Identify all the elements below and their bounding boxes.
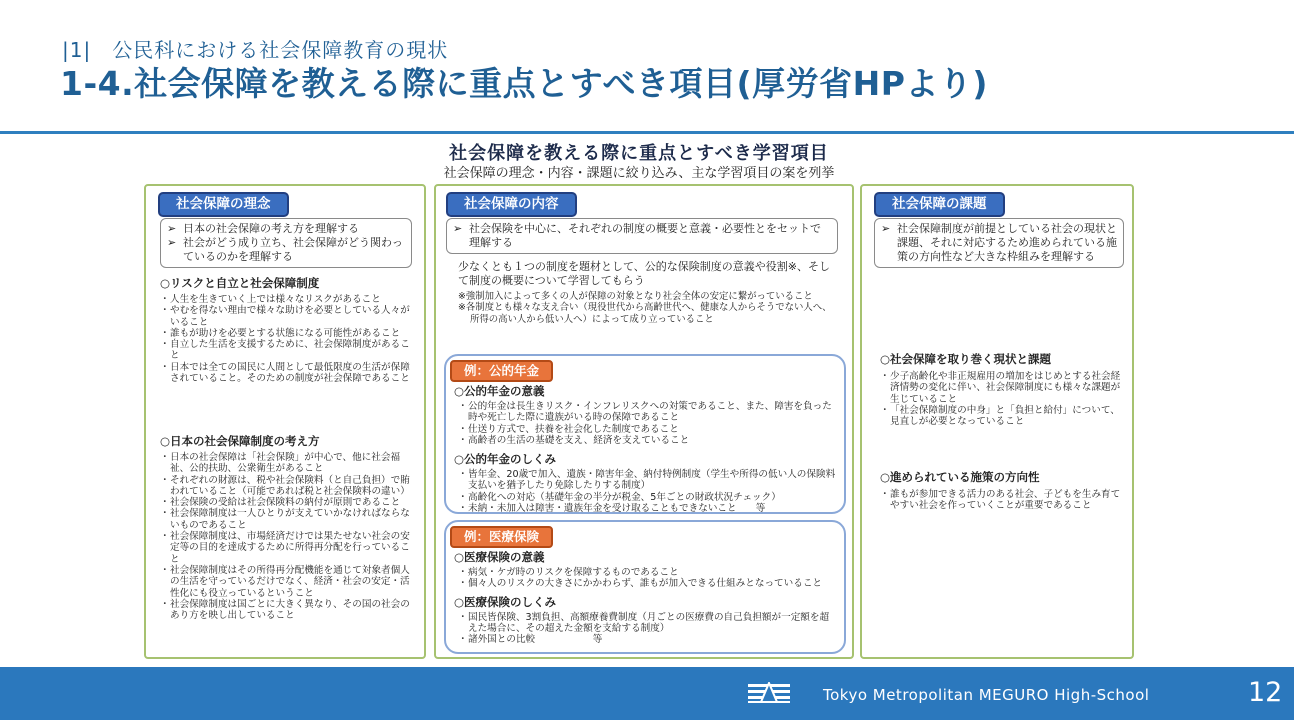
medical-heading-2: ○医療保険のしくみ bbox=[454, 594, 557, 609]
list-item: ➢ 社会保険を中心に、それぞれの制度の概要と意義・必要性とをセットで理解する bbox=[453, 222, 831, 250]
list-item: ・ 未納・未加入は障害・遺族年金を受け取ることもできないこと 等 bbox=[458, 503, 838, 514]
school-name: Tokyo Metropolitan MEGURO High-School bbox=[823, 686, 1150, 704]
list-item: ・ 誰もが助けを必要とする状態になる可能性があること bbox=[160, 328, 414, 339]
pension-example-box bbox=[444, 354, 846, 514]
pension-heading-1: ○公的年金の意義 bbox=[454, 384, 545, 398]
list-item: ➢ 社会がどう成り立ち、社会保障がどう関わっているのかを理解する bbox=[167, 236, 405, 264]
column-philosophy bbox=[144, 184, 426, 659]
list-item: ・ それぞれの財源は、税や社会保険料（と自己負担）で賄われていること（可能であれば税と社会保険料の違い） bbox=[160, 475, 414, 498]
list-item: ・ 社会保障制度は国ごとに大きく異なり、その国の社会のあり方を映し出していること bbox=[160, 599, 414, 622]
medical-heading-1: ○医療保険の意義 bbox=[454, 550, 545, 564]
title-divider bbox=[0, 131, 1294, 134]
tag-issues: 社会保障の課題 bbox=[874, 192, 1005, 217]
philosophy-summary-list bbox=[167, 222, 405, 264]
tag-medical: 例：医療保険 bbox=[450, 526, 553, 548]
list-item: ・ 社会保険の受給は社会保険料の納付が原則であること bbox=[160, 497, 414, 508]
list-item: ・ 社会保障制度はその所得再分配機能を通じて対象者個人の生活を守っているだけでなく、経済・社会の安定・活性化にも役立っているということ bbox=[160, 565, 414, 599]
list-item: ・ 皆年金、20歳で加入、遺族・障害年金、納付特例制度（学生や所得の低い人の保険料支払いを猶予したり免除したりする制度） bbox=[458, 469, 838, 492]
list-item: ・ 高齢者の生活の基礎を支え、経済を支えていること bbox=[458, 435, 838, 446]
content-paragraph: 少なくとも１つの制度を題材として、公的な保険制度の意義や役割※、そして制度の概要について学習してもらう bbox=[458, 260, 830, 287]
issues-items-1 bbox=[880, 371, 1126, 427]
list-item: ・ 日本では全ての国民に人間として最低限度の生活が保障されていること。そのための制度が社会保障であること bbox=[160, 362, 414, 385]
issues-items-2 bbox=[880, 489, 1126, 512]
list-item: ・ 社会保障制度は、市場経済だけでは果たせない社会の安定等の目的を達成するために所得再分配を行っていること bbox=[160, 531, 414, 565]
list-item: ・ 人生を生きていく上では様々なリスクがあること bbox=[160, 294, 414, 305]
list-item: ・ 自立した生活を支援するために、社会保障制度があること bbox=[160, 339, 414, 362]
medical-items-1 bbox=[458, 567, 838, 590]
list-item: ・ 公的年金は長生きリスク・インフレリスクへの対策であること、また、障害を負った時や死亡した際に遺族がいる時の保障であること bbox=[458, 401, 838, 424]
list-item: ・ 日本の社会保障は「社会保険」が中心で、他に社会福祉、公的扶助、公衆衛生があること bbox=[160, 452, 414, 475]
issues-heading-1: ○社会保障を取り巻く現状と課題 bbox=[880, 352, 1052, 366]
issues-summary-list bbox=[881, 222, 1117, 264]
pension-items-1 bbox=[458, 401, 838, 446]
column-issues bbox=[860, 184, 1134, 659]
footer-bar bbox=[0, 667, 1294, 720]
tag-philosophy: 社会保障の理念 bbox=[158, 192, 289, 217]
content-summary bbox=[446, 218, 838, 254]
pension-content bbox=[454, 384, 838, 514]
philosophy-heading-2: ○日本の社会保障制度の考え方 bbox=[160, 434, 320, 448]
list-item: ➢ 社会保障制度が前提としている社会の現状と課題、それに対応するため進められている施策の方向性など大きな枠組みを理解する bbox=[881, 222, 1117, 264]
issues-heading-2: ○進められている施策の方向性 bbox=[880, 470, 1040, 484]
issues-summary bbox=[874, 218, 1124, 268]
philosophy-items-2 bbox=[160, 452, 414, 621]
note-item: ※各制度とも様々な支え合い（現役世代から高齢世代へ、健康な人からそうでない人へ、所得の高い人から低い人へ）によって成り立っていること bbox=[458, 302, 832, 325]
philosophy-heading-1: ○リスクと自立と社会保障制度 bbox=[160, 276, 320, 290]
medical-example-box bbox=[444, 520, 846, 654]
slide-title: 社会保障を教える際に重点とすべき学習項目 bbox=[449, 143, 829, 164]
list-item: ・ 少子高齢化や非正規雇用の増加をはじめとする社会経済情勢の変化に伴い、社会保障制度にも様々な課題が生じていること bbox=[880, 371, 1126, 405]
list-item: ・ 仕送り方式で、扶養を社会化した制度であること bbox=[458, 424, 838, 435]
list-item: ・ 諸外国との比較 等 bbox=[458, 634, 838, 645]
slide-subtitle: 社会保障の理念・内容・課題に絞り込み、主な学習項目の案を列挙 bbox=[443, 166, 835, 181]
issues-section-1 bbox=[880, 352, 1126, 427]
tag-content: 社会保障の内容 bbox=[446, 192, 577, 217]
tag-pension: 例：公的年金 bbox=[450, 360, 553, 382]
list-item: ・ 社会保障制度は一人ひとりが支えていかなければならないものであること bbox=[160, 508, 414, 531]
medical-content bbox=[454, 550, 838, 645]
list-item: ・ 個々人のリスクの大きさにかかわらず、誰もが加入できる仕組みとなっていること bbox=[458, 578, 838, 589]
issues-section-2 bbox=[880, 470, 1126, 512]
list-item: ・ 「社会保障制度の中身」と「負担と給付」について、見直しが必要となっていること bbox=[880, 405, 1126, 428]
pension-heading-2: ○公的年金のしくみ bbox=[454, 452, 557, 467]
pension-items-2 bbox=[458, 469, 838, 514]
list-item: ➢ 日本の社会保障の考え方を理解する bbox=[167, 222, 405, 236]
list-item: ・ 高齢化への対応（基礎年金の半分が税金、5年ごとの財政状況チェック） bbox=[458, 492, 838, 503]
list-item: ・ 病気・ケガ時のリスクを保障するものであること bbox=[458, 567, 838, 578]
page-title: 1-4.社会保障を教える際に重点とすべき項目(厚労省HPより) bbox=[60, 64, 988, 103]
note-item: ※強制加入によって多くの人が保障の対象となり社会全体の安定に繋がっていること bbox=[458, 291, 813, 302]
school-logo-icon bbox=[747, 682, 791, 704]
content-summary-list bbox=[453, 222, 831, 250]
list-item: ・ やむを得ない理由で様々な助けを必要としている人々がいること bbox=[160, 305, 414, 328]
content-notes bbox=[458, 291, 834, 325]
content-intro bbox=[458, 260, 834, 325]
list-item: ・ 国民皆保険、3割負担、高額療養費制度（月ごとの医療費の自己負担額が一定額を超えた場合に、その超えた金額を支給する制度） bbox=[458, 612, 838, 635]
philosophy-section-2 bbox=[160, 434, 414, 621]
section-label: |1| 公民科における社会保障教育の現状 bbox=[62, 38, 449, 62]
column-content bbox=[434, 184, 854, 659]
philosophy-items-1 bbox=[160, 294, 414, 384]
philosophy-summary bbox=[160, 218, 412, 268]
list-item: ・ 誰もが参加できる活力のある社会、子どもを生み育てやすい社会を作っていくことが重要であること bbox=[880, 489, 1126, 512]
medical-items-2 bbox=[458, 612, 838, 646]
page-number: 12 bbox=[1248, 677, 1283, 708]
embedded-slide-image bbox=[140, 138, 1138, 663]
philosophy-section-1 bbox=[160, 276, 414, 384]
